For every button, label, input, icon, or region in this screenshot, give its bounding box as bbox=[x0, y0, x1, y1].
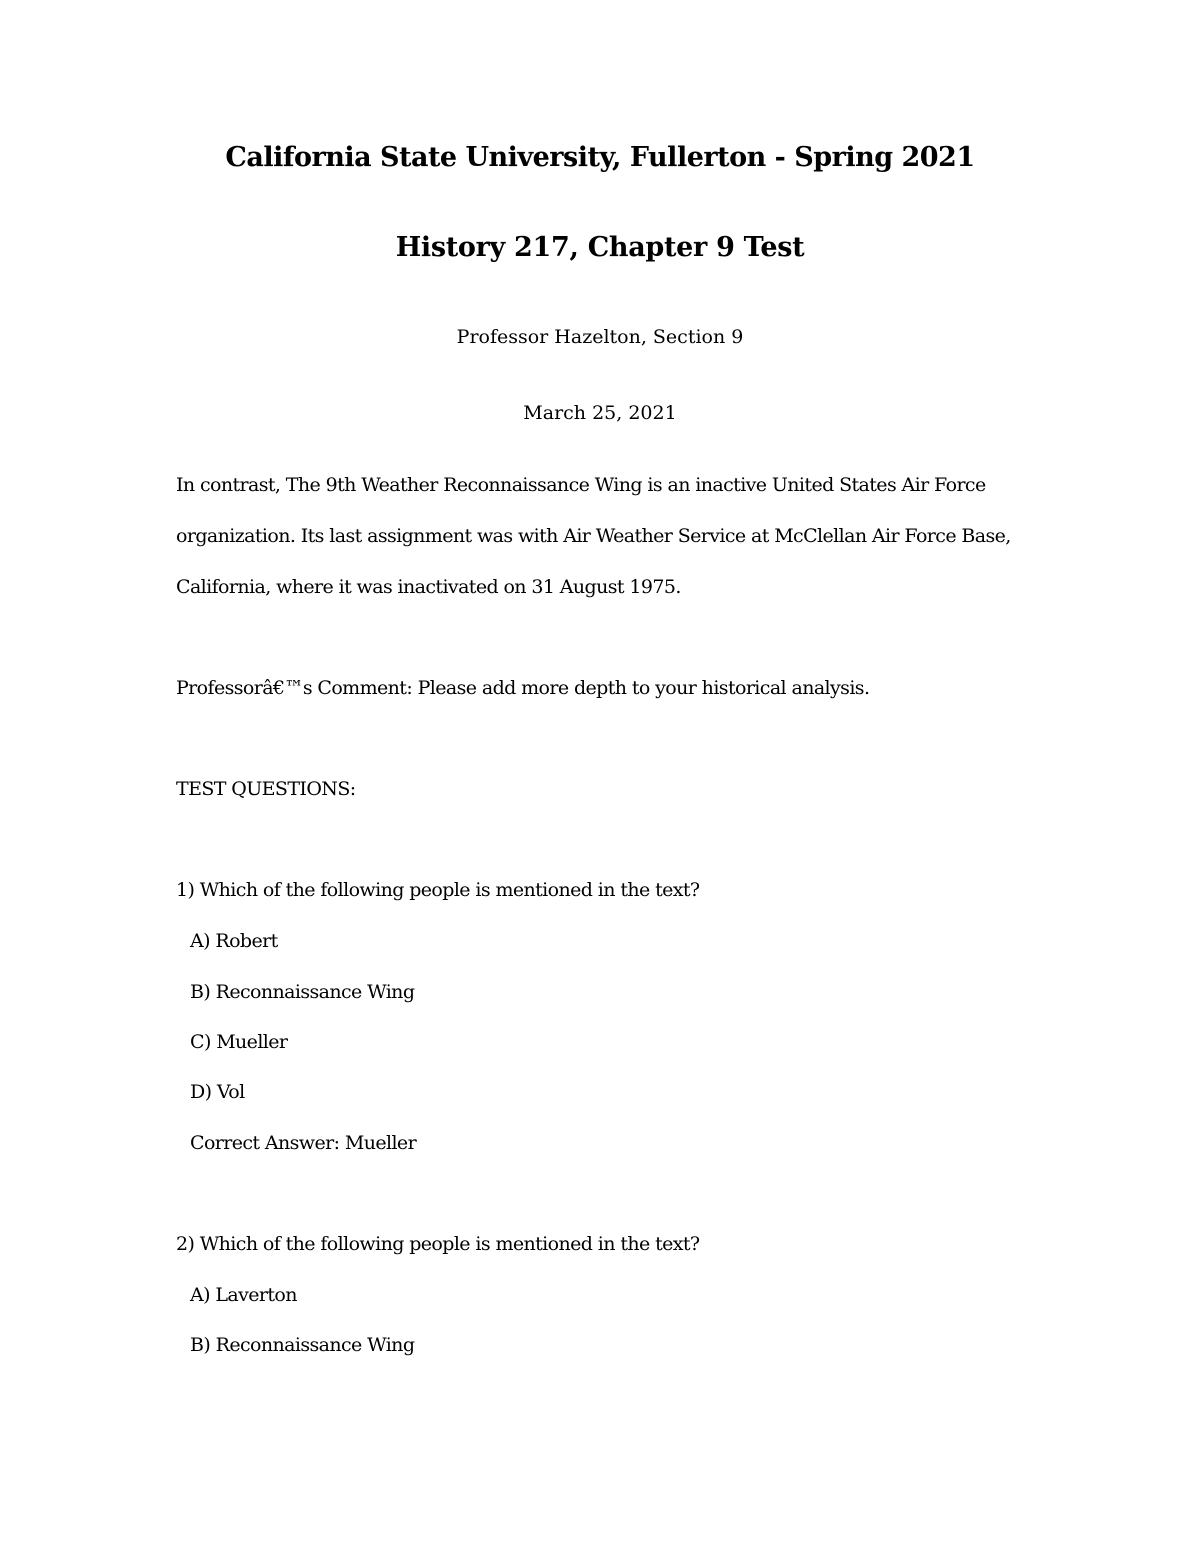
paragraph-line-3: California, where it was inactivated on 31 August 1975. bbox=[176, 576, 681, 598]
test-questions-heading: TEST QUESTIONS: bbox=[176, 778, 356, 800]
professor-comment: Professorâ€™s Comment: Please add more depth to your historical analysis. bbox=[176, 677, 870, 699]
question-2-prompt: 2) Which of the following people is mentioned in the text? bbox=[176, 1233, 700, 1255]
question-1-option-d: D) Vol bbox=[190, 1081, 245, 1103]
question-1-prompt: 1) Which of the following people is mentioned in the text? bbox=[176, 879, 700, 901]
question-2-option-a: A) Laverton bbox=[190, 1284, 297, 1306]
question-1-option-c: C) Mueller bbox=[190, 1031, 288, 1053]
question-1-option-a: A) Robert bbox=[190, 930, 278, 952]
question-1-option-b: B) Reconnaissance Wing bbox=[190, 981, 415, 1003]
test-date: March 25, 2021 bbox=[523, 402, 677, 424]
university-heading: California State University, Fullerton - Spring 2021 bbox=[225, 142, 975, 173]
paragraph-line-1: In contrast, The 9th Weather Reconnaissance Wing is an inactive United States Air Force bbox=[176, 474, 986, 496]
professor-section: Professor Hazelton, Section 9 bbox=[456, 326, 744, 348]
course-title: History 217, Chapter 9 Test bbox=[395, 232, 805, 263]
question-2-option-b: B) Reconnaissance Wing bbox=[190, 1334, 415, 1356]
question-1-answer: Correct Answer: Mueller bbox=[190, 1132, 417, 1154]
paragraph-line-2: organization. Its last assignment was with Air Weather Service at McClellan Air Force Base, bbox=[176, 525, 1011, 547]
